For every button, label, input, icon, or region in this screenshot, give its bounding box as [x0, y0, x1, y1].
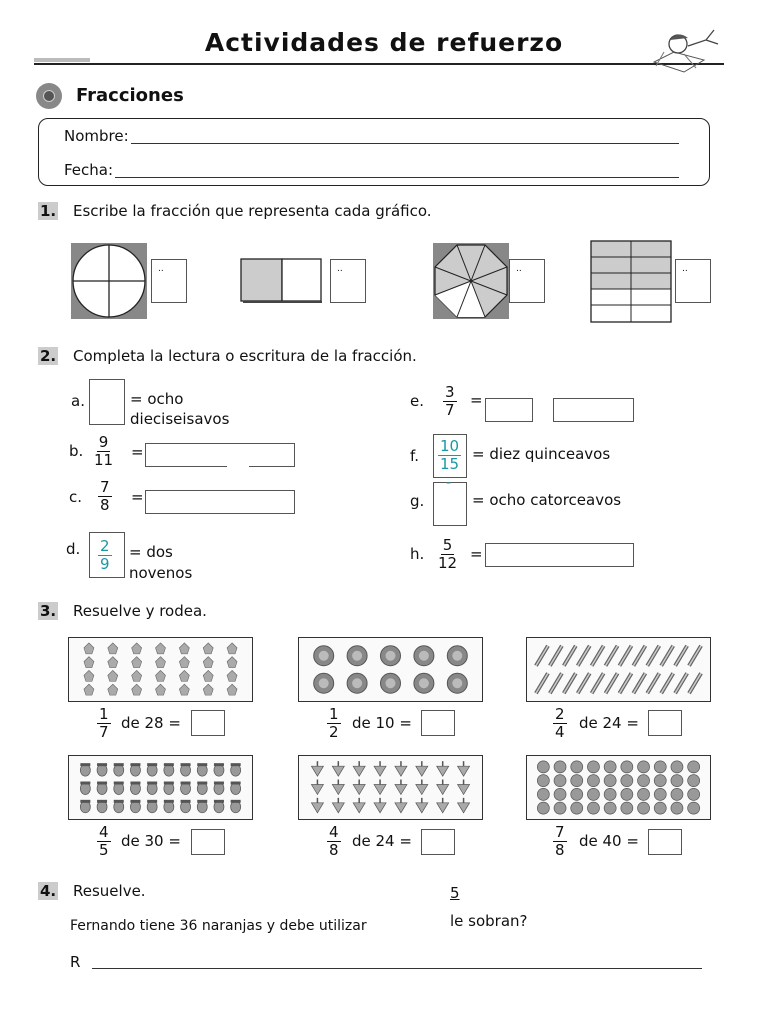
acorn-icon — [97, 763, 107, 776]
problem-3-fraction — [553, 706, 567, 741]
leaf-icon — [203, 670, 213, 681]
item-a-fraction-box[interactable] — [89, 379, 125, 425]
ball-icon — [587, 761, 599, 773]
denominator: 9 — [100, 555, 110, 573]
ball-icon — [571, 788, 583, 800]
denominator: 5 — [99, 841, 109, 859]
name-field[interactable] — [131, 143, 679, 144]
ball-icon — [638, 788, 650, 800]
numerator: 10 — [440, 437, 460, 455]
pencil-icon — [661, 646, 673, 666]
acorn-icon — [164, 800, 174, 813]
sun-icon — [447, 646, 467, 666]
pencil-icon — [564, 673, 576, 693]
acorn-icon — [164, 763, 174, 776]
acorn-icon — [197, 782, 207, 795]
ball-icon — [688, 775, 700, 787]
item-e-answer-field-2[interactable] — [553, 398, 634, 422]
leaf-icon — [84, 643, 94, 654]
pencil-icon — [647, 673, 659, 693]
item-c-fraction — [98, 479, 112, 514]
ball-icon — [638, 775, 650, 787]
ball-icon — [671, 788, 683, 800]
pencil-icon — [536, 673, 548, 693]
leaf-icon — [179, 643, 189, 654]
ball-icon — [654, 761, 666, 773]
ball-icon — [638, 802, 650, 814]
ball-icon — [688, 788, 700, 800]
acorn-icon — [181, 763, 191, 776]
spinning-top-icon — [374, 761, 386, 776]
answer-label: R — [70, 953, 81, 971]
item-d-fraction — [98, 538, 112, 573]
field-gap — [227, 466, 249, 468]
ball-icon — [604, 761, 616, 773]
section-1-instruction: Escribe la fracción que representa cada gráfico. — [73, 202, 432, 220]
picture-box-pencils — [526, 637, 711, 702]
problem-1-fraction — [97, 706, 111, 741]
pencil-icon — [592, 646, 604, 666]
spinning-top-icon — [458, 761, 470, 776]
numerator: 7 — [100, 478, 110, 496]
spinning-top-icon — [353, 761, 365, 776]
pencil-icon — [633, 646, 645, 666]
pencil-icon — [647, 646, 659, 666]
picture-box-spinning-tops — [298, 755, 483, 820]
sun-icon — [314, 673, 334, 693]
item-f-text: = diez quinceavos — [472, 445, 611, 463]
leaf-icon — [156, 684, 166, 695]
denominator: 8 — [100, 496, 110, 514]
answer-box-mark: .. — [337, 264, 343, 274]
spinning-top-icon — [353, 780, 365, 795]
spinning-top-icon — [311, 780, 323, 795]
acorn-icon — [181, 782, 191, 795]
denominator: 15 — [440, 455, 460, 473]
leaf-icon — [84, 684, 94, 695]
name-label: Nombre: — [64, 127, 129, 145]
leaf-icon — [84, 670, 94, 681]
problem-4-fraction — [97, 824, 111, 859]
denominator: 8 — [555, 841, 565, 859]
item-d-fraction-box[interactable] — [89, 532, 125, 578]
section-3-instruction: Resuelve y rodea. — [73, 602, 207, 620]
problem-6-fraction — [553, 824, 567, 859]
acorn-icon — [147, 763, 157, 776]
item-h-answer-field[interactable] — [485, 543, 634, 567]
rectangle-fraction-graphic — [240, 258, 324, 304]
spinning-top-icon — [437, 780, 449, 795]
item-g-fraction-box[interactable] — [433, 475, 467, 526]
numerator: 7 — [555, 823, 565, 841]
date-field[interactable] — [115, 177, 679, 178]
problem-5-text: de 24 = — [352, 832, 412, 850]
acorn-icon — [214, 782, 224, 795]
spinning-top-icon — [374, 780, 386, 795]
numerator: 2 — [555, 705, 565, 723]
pencil-icon — [592, 673, 604, 693]
equals-sign: = — [470, 545, 483, 563]
ball-icon — [671, 761, 683, 773]
problem-5-fraction — [327, 824, 341, 859]
date-label: Fecha: — [64, 161, 114, 179]
leaf-icon — [108, 643, 118, 654]
problem-2-answer-box[interactable] — [421, 710, 455, 736]
acorn-icon — [181, 800, 191, 813]
equals-sign: = — [470, 391, 483, 409]
section-subtitle: Fracciones — [76, 85, 184, 106]
ball-icon — [638, 761, 650, 773]
item-h-label: h. — [410, 545, 425, 563]
problem-3-answer-box[interactable] — [648, 710, 682, 736]
acorn-icon — [197, 800, 207, 813]
ball-icon — [604, 802, 616, 814]
problem-4-answer-box[interactable] — [191, 829, 225, 855]
numerator: 4 — [329, 823, 339, 841]
ball-icon — [671, 775, 683, 787]
spinning-top-icon — [416, 780, 428, 795]
section-bullet-icon — [36, 83, 62, 109]
answer-box-mark: .. — [516, 264, 522, 274]
ball-icon — [604, 788, 616, 800]
item-b-fraction — [94, 434, 113, 469]
item-f-label: f. — [410, 447, 419, 465]
leaf-icon — [203, 657, 213, 668]
acorn-icon — [147, 782, 157, 795]
numerator: 3 — [445, 383, 455, 401]
acorn-icon — [114, 800, 124, 813]
acorn-icon — [197, 763, 207, 776]
item-e-answer-field[interactable] — [485, 398, 533, 422]
leaf-icon — [179, 670, 189, 681]
sun-icon — [447, 673, 467, 693]
ball-icon — [554, 775, 566, 787]
pencil-icon — [578, 673, 590, 693]
ball-icon — [537, 788, 549, 800]
pencil-icon — [633, 673, 645, 693]
numerator: 5 — [442, 536, 453, 554]
acorn-icon — [147, 800, 157, 813]
acorn-icon — [214, 800, 224, 813]
ball-icon — [621, 788, 633, 800]
leaf-icon — [108, 670, 118, 681]
numerator: 1 — [329, 705, 339, 723]
ball-icon — [688, 802, 700, 814]
spinning-top-icon — [437, 761, 449, 776]
kid-reading-illustration-icon — [644, 22, 724, 80]
denominator: 11 — [94, 451, 114, 469]
acorn-icon — [114, 782, 124, 795]
denominator: 8 — [329, 841, 339, 859]
denominator: 12 — [438, 554, 458, 572]
acorn-icon — [80, 800, 90, 813]
pencil-icon — [536, 646, 548, 666]
section-3-number: 3. — [40, 602, 57, 620]
acorn-icon — [97, 800, 107, 813]
ball-icon — [654, 788, 666, 800]
spinning-top-icon — [311, 798, 323, 813]
item-d-label: d. — [66, 540, 81, 558]
pencil-icon — [550, 646, 562, 666]
spinning-top-icon — [332, 798, 344, 813]
ball-icon — [537, 775, 549, 787]
item-g-mark: - — [446, 475, 452, 491]
pencil-icon — [689, 646, 701, 666]
item-b-label: b. — [69, 442, 84, 460]
sun-icon — [414, 646, 434, 666]
answer-line[interactable] — [92, 968, 702, 969]
item-f-fraction — [438, 438, 461, 473]
picture-box-suns — [298, 637, 483, 702]
ball-icon — [587, 775, 599, 787]
spinning-top-icon — [458, 798, 470, 813]
pencil-icon — [550, 673, 562, 693]
spinning-top-icon — [437, 798, 449, 813]
numerator: 2 — [100, 537, 110, 555]
ball-icon — [587, 788, 599, 800]
item-f-fraction-box[interactable] — [433, 434, 467, 478]
item-a-label: a. — [71, 392, 85, 410]
item-a-text: = ocho — [130, 390, 184, 408]
header-accent — [34, 58, 90, 62]
acorn-icon — [130, 763, 140, 776]
ball-icon — [587, 802, 599, 814]
ball-icon — [654, 775, 666, 787]
ball-icon — [621, 775, 633, 787]
acorn-icon — [214, 763, 224, 776]
answer-box-3[interactable] — [509, 259, 545, 303]
sun-icon — [314, 646, 334, 666]
leaf-icon — [84, 657, 94, 668]
ball-icon — [571, 802, 583, 814]
problem-statement: Fernando tiene 36 naranjas y debe utilizar — [70, 918, 367, 934]
problem-2-fraction — [327, 706, 341, 741]
leaf-icon — [132, 684, 142, 695]
leaf-icon — [132, 643, 142, 654]
ball-icon — [604, 775, 616, 787]
spinning-top-icon — [374, 798, 386, 813]
spinning-top-icon — [458, 780, 470, 795]
acorn-icon — [231, 782, 241, 795]
problem-3-text: de 24 = — [579, 714, 639, 732]
pencil-icon — [606, 673, 618, 693]
problem-statement-continued: le sobran? — [450, 912, 528, 930]
item-c-label: c. — [69, 488, 83, 506]
picture-box-leaves — [68, 637, 253, 702]
leaf-icon — [227, 670, 237, 681]
leaf-icon — [108, 684, 118, 695]
spinning-top-icon — [311, 761, 323, 776]
problem-5-answer-box[interactable] — [421, 829, 455, 855]
ball-icon — [554, 761, 566, 773]
section-4-number: 4. — [40, 882, 57, 900]
ball-icon — [571, 761, 583, 773]
title-rule — [34, 63, 724, 65]
answer-box-2[interactable] — [330, 259, 366, 303]
numerator: 9 — [98, 433, 109, 451]
sun-icon — [347, 646, 367, 666]
page-title: Actividades de refuerzo — [204, 28, 564, 57]
sun-icon — [347, 673, 367, 693]
acorn-icon — [97, 782, 107, 795]
spinning-top-icon — [332, 761, 344, 776]
item-d-text-continued: novenos — [129, 564, 193, 582]
ball-icon — [554, 788, 566, 800]
numerator: 1 — [99, 705, 109, 723]
leaf-icon — [179, 684, 189, 695]
acorn-icon — [231, 763, 241, 776]
denominator: 2 — [329, 723, 339, 741]
denominator: 7 — [99, 723, 109, 741]
item-e-label: e. — [410, 392, 424, 410]
pencil-icon — [675, 673, 687, 693]
leaf-icon — [156, 657, 166, 668]
acorn-icon — [164, 782, 174, 795]
pencil-icon — [578, 646, 590, 666]
name-date-box — [38, 118, 710, 186]
acorn-icon — [130, 782, 140, 795]
sun-icon — [381, 673, 401, 693]
spinning-top-icon — [416, 761, 428, 776]
leaf-icon — [227, 657, 237, 668]
answer-box-mark: .. — [682, 264, 688, 274]
spinning-top-icon — [353, 798, 365, 813]
problem-1-text: de 28 = — [121, 714, 181, 732]
item-c-answer-field[interactable] — [145, 490, 295, 514]
leaf-icon — [179, 657, 189, 668]
pencil-icon — [661, 673, 673, 693]
ball-icon — [537, 761, 549, 773]
item-g-label: g. — [410, 492, 425, 510]
leaf-icon — [132, 657, 142, 668]
item-h-fraction — [438, 537, 457, 572]
leaf-icon — [203, 643, 213, 654]
section-2-instruction: Completa la lectura o escritura de la fracción. — [73, 347, 417, 365]
pencil-icon — [564, 646, 576, 666]
item-b-answer-field[interactable] — [145, 443, 295, 467]
picture-box-balls — [526, 755, 711, 820]
ball-icon — [621, 761, 633, 773]
leaf-icon — [227, 684, 237, 695]
answer-box-1[interactable] — [151, 259, 187, 303]
equals-sign: = — [131, 488, 144, 506]
answer-box-4[interactable] — [675, 259, 711, 303]
spinning-top-icon — [332, 780, 344, 795]
sun-icon — [414, 673, 434, 693]
section-2-number: 2. — [40, 347, 57, 365]
pencil-icon — [689, 673, 701, 693]
leaf-icon — [203, 684, 213, 695]
spinning-top-icon — [395, 798, 407, 813]
answer-box-mark: .. — [158, 264, 164, 274]
problem-2-text: de 10 = — [352, 714, 412, 732]
pencil-icon — [606, 646, 618, 666]
ball-icon — [654, 802, 666, 814]
spinning-top-icon — [416, 798, 428, 813]
sun-icon — [381, 646, 401, 666]
pencil-icon — [675, 646, 687, 666]
leaf-icon — [156, 670, 166, 681]
spinning-top-icon — [395, 780, 407, 795]
ball-icon — [537, 802, 549, 814]
item-e-fraction — [443, 384, 457, 419]
problem-1-answer-box[interactable] — [191, 710, 225, 736]
picture-box-acorns — [68, 755, 253, 820]
item-g-text: = ocho catorceavos — [472, 491, 622, 509]
leaf-icon — [156, 643, 166, 654]
octagon-fraction-graphic — [433, 243, 509, 319]
grid-fraction-graphic — [590, 240, 672, 323]
acorn-icon — [80, 782, 90, 795]
ball-icon — [671, 802, 683, 814]
section-4-instruction: Resuelve. — [73, 882, 146, 900]
spinning-top-icon — [395, 761, 407, 776]
denominator: 7 — [445, 401, 455, 419]
equals-sign: = — [131, 443, 144, 461]
denominator: 4 — [555, 723, 565, 741]
leaf-icon — [132, 670, 142, 681]
problem-6-answer-box[interactable] — [648, 829, 682, 855]
circle-fraction-graphic — [71, 243, 147, 319]
acorn-icon — [114, 763, 124, 776]
problem-6-text: de 40 = — [579, 832, 639, 850]
pencil-icon — [619, 673, 631, 693]
item-a-text-continued: dieciseisavos — [130, 410, 230, 428]
ball-icon — [554, 802, 566, 814]
ball-icon — [571, 775, 583, 787]
problem-fraction-numerator: 5 — [450, 884, 460, 902]
item-d-text: = dos — [129, 543, 173, 561]
leaf-icon — [227, 643, 237, 654]
acorn-icon — [80, 763, 90, 776]
ball-icon — [621, 802, 633, 814]
section-1-number: 1. — [40, 202, 57, 220]
acorn-icon — [231, 800, 241, 813]
acorn-icon — [130, 800, 140, 813]
numerator: 4 — [99, 823, 109, 841]
problem-4-text: de 30 = — [121, 832, 181, 850]
leaf-icon — [108, 657, 118, 668]
ball-icon — [688, 761, 700, 773]
pencil-icon — [619, 646, 631, 666]
